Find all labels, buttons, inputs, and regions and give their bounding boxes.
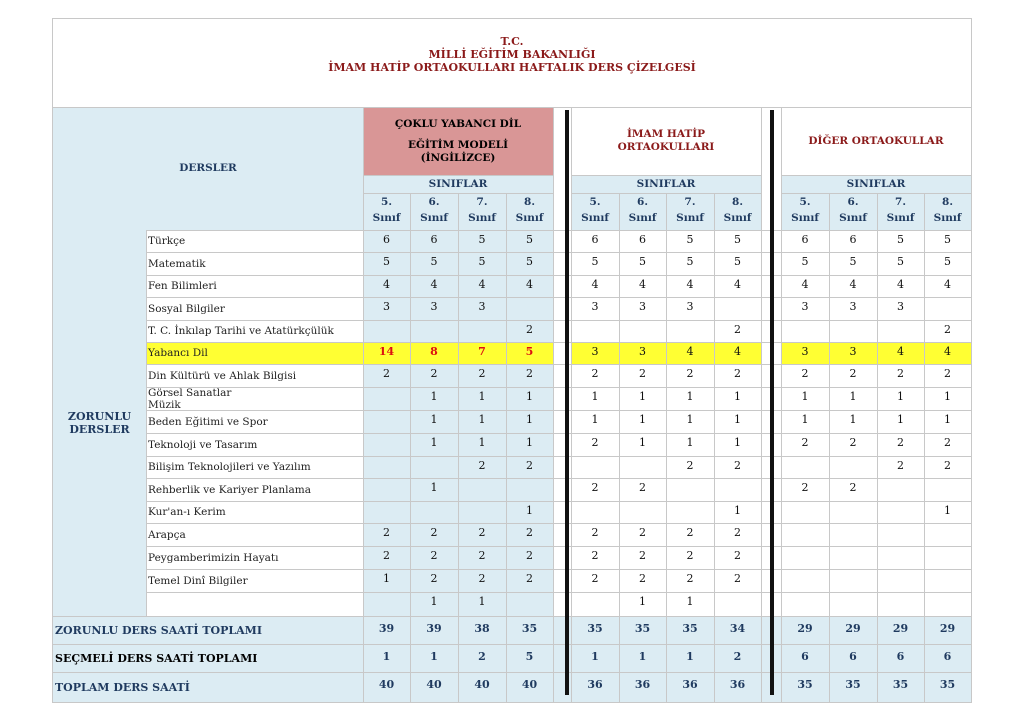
hour-cell: 3: [897, 300, 904, 313]
hour-cell: 2: [639, 572, 646, 585]
total-cell: 35: [521, 622, 538, 635]
hour-cell: 2: [591, 481, 599, 494]
hour-cell: 2: [383, 549, 390, 562]
hour-cell: 3: [849, 345, 857, 358]
total-label: SEÇMELİ DERS SAATİ TOPLAMI: [55, 651, 258, 665]
grid-line-v: [971, 107, 972, 702]
subject-label: T. C. İnkılap Tarihi ve Atatürkçülük: [148, 325, 334, 337]
total-cell: 29: [939, 622, 956, 635]
hour-cell: 3: [639, 345, 646, 358]
hour-cell: 4: [897, 278, 904, 291]
hour-cell: 2: [526, 526, 533, 539]
hour-cell: 2: [801, 436, 809, 449]
hour-cell: 1: [430, 481, 438, 494]
hour-cell: 4: [478, 278, 486, 291]
hour-cell: 4: [639, 278, 646, 291]
total-cell: 6: [943, 650, 952, 663]
hour-cell: 1: [478, 413, 486, 426]
hour-cell: 2: [686, 572, 694, 585]
total-cell: 34: [729, 622, 746, 635]
grade-word: Sınıf: [515, 212, 544, 224]
subject-name: [146, 230, 363, 252]
hour-cell: 4: [686, 345, 694, 358]
hour-cell: 2: [430, 549, 438, 562]
grade-header: [877, 196, 924, 224]
hour-cell: 1: [734, 413, 741, 426]
hour-cell: 5: [383, 255, 390, 268]
hour-cell: 2: [734, 323, 741, 336]
model-header-line: (İNGİLİZCE): [420, 151, 496, 164]
subject-label: Temel Dinî Bilgiler: [148, 574, 248, 587]
total-cell: 29: [845, 622, 861, 635]
hour-cell: 2: [526, 367, 533, 380]
hour-cell: 3: [849, 300, 857, 313]
hour-cell: 2: [734, 572, 741, 585]
hour-cell: 1: [686, 413, 694, 426]
subject-label-2: Müzik: [148, 399, 181, 411]
document-title: [53, 19, 971, 107]
total-cell: 35: [682, 622, 698, 635]
grid-line-v: [761, 107, 762, 702]
imam-header-line: İMAM HATİP: [626, 128, 706, 140]
siniflar-header: SINIFLAR: [428, 177, 488, 190]
hour-cell: 2: [526, 323, 533, 336]
hour-cell: 7: [478, 345, 486, 358]
hour-cell: 2: [734, 459, 741, 472]
subject-name: [146, 320, 363, 342]
grade-number: 5.: [381, 196, 392, 208]
hour-cell: 14: [378, 345, 395, 358]
grade-number: 7.: [895, 196, 906, 208]
grid-line-h: [781, 193, 971, 194]
hour-cell: 1: [639, 436, 646, 449]
subject-name: [146, 410, 363, 433]
hour-cell: 2: [944, 459, 951, 472]
total-cell: 35: [939, 678, 956, 691]
hour-cell: 5: [897, 233, 904, 246]
hour-cell: 2: [944, 367, 951, 380]
total-cell: 5: [525, 650, 534, 663]
subject-name: [146, 275, 363, 297]
hour-cell: 4: [801, 278, 809, 291]
hour-cell: 5: [944, 233, 951, 246]
hour-cell: 1: [478, 390, 486, 403]
subject-label: Teknoloji ve Tasarım: [148, 438, 258, 451]
hour-cell: 2: [686, 526, 694, 539]
subject-label: Arapça: [148, 528, 186, 541]
total-cell: 35: [797, 678, 813, 691]
hour-cell: 2: [430, 526, 438, 539]
hour-cell: 5: [849, 255, 857, 268]
hour-cell: 1: [430, 436, 438, 449]
subject-label: Kur'an-ı Kerim: [148, 506, 226, 518]
hour-cell: 2: [639, 481, 646, 494]
hour-cell: 2: [430, 367, 438, 380]
total-cell: 1: [638, 650, 647, 663]
hour-cell: 5: [639, 255, 646, 268]
subject-label: Peygamberimizin Hayatı: [148, 551, 279, 564]
grade-word: Sınıf: [676, 212, 704, 224]
hour-cell: 2: [897, 367, 904, 380]
grade-number: 6.: [428, 196, 440, 208]
grade-header: [714, 196, 761, 224]
subject-name: [146, 433, 363, 456]
total-cell: 35: [892, 678, 909, 691]
grade-number: 6.: [637, 196, 648, 208]
grade-number: 8.: [942, 196, 953, 208]
grade-number: 6.: [847, 196, 859, 208]
zorunlu-line: DERSLER: [69, 423, 130, 436]
zorunlu-line: ZORUNLU: [67, 410, 132, 423]
subject-name: [146, 523, 363, 546]
hour-cell: 6: [383, 233, 390, 246]
hour-cell: 2: [383, 526, 390, 539]
hour-cell: 3: [591, 300, 599, 313]
total-cell: 36: [682, 678, 698, 691]
hour-cell: 3: [801, 300, 809, 313]
title-line-2: MİLLİ EĞİTİM BAKANLIĞI: [428, 48, 596, 61]
hour-cell: 5: [478, 233, 486, 246]
hour-cell: 6: [430, 233, 438, 246]
hour-cell: 1: [383, 572, 390, 585]
grade-number: 7.: [684, 196, 696, 208]
hour-cell: 1: [734, 390, 741, 403]
grid-line-v: [553, 107, 554, 702]
hour-cell: 1: [639, 413, 646, 426]
subject-label: Yabancı Dil: [148, 347, 208, 359]
hour-cell: 4: [944, 345, 951, 358]
subject-label: Fen Bilimleri: [148, 280, 217, 292]
grade-number: 5.: [799, 196, 811, 208]
hour-cell: 3: [639, 300, 646, 313]
subject-name: [146, 364, 363, 387]
hour-cell: 3: [686, 300, 694, 313]
grade-number: 5.: [589, 196, 601, 208]
hour-cell: 2: [897, 436, 904, 449]
hour-cell: 1: [801, 390, 809, 403]
hour-cell: 1: [944, 413, 951, 426]
diger-header: DİĞER ORTAOKULLAR: [808, 134, 944, 147]
grade-word: Sınıf: [839, 212, 867, 224]
hour-cell: 1: [944, 390, 951, 403]
hour-cell: 2: [686, 367, 694, 380]
total-cell: 2: [733, 650, 742, 663]
grade-header: [363, 196, 410, 224]
hour-cell: 5: [801, 255, 809, 268]
hour-cell: 4: [686, 278, 694, 291]
hour-cell: 1: [849, 413, 857, 426]
total-cell: 40: [378, 678, 395, 691]
hour-cell: 1: [897, 390, 904, 403]
hour-cell: 3: [383, 300, 390, 313]
hour-cell: 2: [591, 526, 599, 539]
hour-cell: 2: [686, 459, 694, 472]
total-cell: 40: [474, 678, 490, 691]
total-cell: 39: [426, 622, 442, 635]
hour-cell: 2: [734, 526, 741, 539]
grade-header: [924, 196, 971, 224]
grade-header: [410, 196, 458, 224]
hour-cell: 5: [686, 233, 694, 246]
grade-header: [458, 196, 506, 224]
hour-cell: 4: [526, 278, 533, 291]
hour-cell: 5: [944, 255, 951, 268]
hour-cell: 5: [591, 255, 599, 268]
subject-name: [146, 592, 363, 616]
grade-number: 8.: [524, 196, 535, 208]
grade-word: Sınıf: [791, 212, 819, 224]
total-cell: 1: [382, 650, 391, 663]
hour-cell: 1: [944, 504, 951, 517]
zorunlu-dersler-label: [53, 230, 146, 616]
imam-header: [571, 107, 761, 175]
hour-cell: 2: [478, 459, 486, 472]
total-cell: 39: [378, 622, 395, 635]
hour-cell: 2: [526, 549, 533, 562]
hour-cell: 2: [944, 436, 951, 449]
grade-word: Sınıf: [468, 212, 496, 224]
hour-cell: 3: [801, 345, 809, 358]
total-cell: 36: [587, 678, 603, 691]
hour-cell: 2: [686, 549, 694, 562]
thick-separator: [565, 110, 569, 695]
subject-name: [146, 569, 363, 592]
title-line-1: T.C.: [500, 35, 524, 48]
hour-cell: 1: [591, 413, 599, 426]
hour-cell: 4: [944, 278, 951, 291]
hour-cell: 1: [478, 436, 486, 449]
subject-label: Sosyal Bilgiler: [148, 302, 225, 315]
hour-cell: 5: [897, 255, 904, 268]
hour-cell: 5: [525, 345, 534, 358]
hour-cell: 2: [944, 323, 951, 336]
hour-cell: 2: [734, 549, 741, 562]
hour-cell: 1: [526, 436, 533, 449]
hour-cell: 2: [430, 572, 438, 585]
hour-cell: 2: [639, 549, 646, 562]
grade-word: Sınıf: [933, 212, 962, 224]
total-cell: 40: [521, 678, 538, 691]
total-cell: 6: [849, 650, 857, 663]
hour-cell: 3: [591, 345, 599, 358]
hour-cell: 6: [801, 233, 809, 246]
hour-cell: 5: [734, 233, 741, 246]
grade-word: Sınıf: [886, 212, 915, 224]
hour-cell: 2: [801, 367, 809, 380]
subject-name: [146, 297, 363, 320]
hour-cell: 6: [639, 233, 646, 246]
subject-label: Türkçe: [148, 235, 186, 247]
subject-name: [146, 387, 363, 410]
grade-number: 8.: [732, 196, 743, 208]
hour-cell: 1: [801, 413, 809, 426]
total-cell: 29: [797, 622, 813, 635]
hour-cell: 4: [734, 345, 741, 358]
hour-cell: 2: [849, 436, 857, 449]
total-cell: 29: [892, 622, 909, 635]
hour-cell: 1: [430, 413, 438, 426]
subject-label: Görsel Sanatlar: [148, 387, 232, 399]
hour-cell: 2: [591, 436, 599, 449]
grade-word: Sınıf: [581, 212, 609, 224]
total-cell: 35: [634, 622, 651, 635]
hour-cell: 1: [686, 436, 694, 449]
subject-label: Din Kültürü ve Ahlak Bilgisi: [148, 369, 297, 382]
grade-header: [666, 196, 714, 224]
grade-word: Sınıf: [420, 212, 448, 224]
hour-cell: 4: [591, 278, 599, 291]
subject-name: [146, 252, 363, 275]
hour-cell: 1: [591, 390, 599, 403]
hour-cell: 1: [686, 390, 694, 403]
grade-word: Sınıf: [628, 212, 657, 224]
grade-number: 7.: [476, 196, 488, 208]
thick-separator: [770, 110, 774, 695]
hour-cell: 1: [734, 436, 741, 449]
total-cell: 2: [478, 650, 486, 663]
hour-cell: 2: [478, 526, 486, 539]
hour-cell: 2: [591, 572, 599, 585]
subject-name: [146, 342, 363, 364]
total-cell: 6: [896, 650, 905, 663]
hour-cell: 6: [591, 233, 599, 246]
hour-cell: 2: [383, 367, 390, 380]
subject-name: [146, 546, 363, 569]
hour-cell: 1: [897, 413, 904, 426]
hour-cell: 1: [639, 595, 646, 608]
hour-cell: 2: [897, 459, 904, 472]
hour-cell: 2: [639, 526, 646, 539]
hour-cell: 2: [849, 481, 857, 494]
hour-cell: 2: [478, 572, 486, 585]
total-cell: 36: [729, 678, 746, 691]
hour-cell: 2: [478, 367, 486, 380]
hour-cell: 8: [430, 345, 438, 358]
subject-name: [146, 478, 363, 501]
hour-cell: 1: [849, 390, 857, 403]
hour-cell: 2: [734, 367, 741, 380]
hour-cell: 4: [849, 278, 857, 291]
hour-cell: 2: [801, 481, 809, 494]
hour-cell: 3: [478, 300, 486, 313]
hour-cell: 1: [526, 504, 533, 517]
total-cell: 35: [845, 678, 861, 691]
hour-cell: 2: [526, 572, 533, 585]
hour-cell: 1: [686, 595, 694, 608]
hour-cell: 2: [591, 549, 599, 562]
hour-cell: 1: [430, 390, 438, 403]
subject-label: Bilişim Teknolojileri ve Yazılım: [148, 461, 311, 473]
total-cell: 1: [430, 650, 438, 663]
siniflar-header: SINIFLAR: [636, 177, 696, 190]
hour-cell: 1: [430, 595, 438, 608]
hour-cell: 6: [849, 233, 857, 246]
hour-cell: 5: [478, 255, 486, 268]
total-cell: 1: [591, 650, 599, 663]
title-line-3: İMAM HATİP ORTAOKULLARI HAFTALIK DERS ÇİZELGESİ: [328, 61, 696, 74]
hour-cell: 5: [526, 233, 533, 246]
grade-word: Sınıf: [372, 212, 401, 224]
hour-cell: 1: [639, 390, 646, 403]
subject-label: Beden Eğitimi ve Spor: [148, 415, 268, 428]
hour-cell: 2: [591, 367, 599, 380]
model-header-line: EĞİTİM MODELİ: [407, 138, 509, 151]
hour-cell: 2: [478, 549, 486, 562]
siniflar-header: SINIFLAR: [846, 177, 906, 190]
total-cell: 1: [686, 650, 694, 663]
hour-cell: 4: [734, 278, 741, 291]
total-label: ZORUNLU DERS SAATİ TOPLAMI: [55, 623, 262, 637]
subject-label: Rehberlik ve Kariyer Planlama: [148, 483, 312, 496]
hour-cell: 5: [686, 255, 694, 268]
subject-name: [146, 456, 363, 478]
total-cell: 6: [801, 650, 809, 663]
grade-word: Sınıf: [723, 212, 752, 224]
hour-cell: 1: [526, 413, 533, 426]
total-cell: 35: [587, 622, 603, 635]
total-cell: 38: [474, 622, 490, 635]
total-cell: 40: [426, 678, 442, 691]
hour-cell: 5: [526, 255, 533, 268]
hour-cell: 1: [734, 504, 741, 517]
hour-cell: 5: [734, 255, 741, 268]
hour-cell: 4: [430, 278, 438, 291]
total-label: TOPLAM DERS SAATİ: [55, 680, 190, 694]
grid-line-h: [53, 702, 971, 703]
model-header: [363, 107, 553, 175]
grade-header: [506, 196, 553, 224]
subject-name: [146, 501, 363, 523]
hour-cell: 4: [383, 278, 390, 291]
grade-header: [781, 196, 829, 224]
hour-cell: 2: [849, 367, 857, 380]
hour-cell: 5: [430, 255, 438, 268]
imam-header-line: ORTAOKULLARI: [617, 141, 715, 153]
hour-cell: 3: [430, 300, 438, 313]
hour-cell: 1: [526, 390, 533, 403]
hour-cell: 2: [639, 367, 646, 380]
subject-label: Matematik: [148, 257, 206, 270]
grade-header: [829, 196, 877, 224]
hour-cell: 4: [897, 345, 904, 358]
hour-cell: 1: [478, 595, 486, 608]
dersler-header: DERSLER: [179, 162, 237, 174]
grade-header: [571, 196, 619, 224]
model-header-line: ÇOKLU YABANCI DİL: [394, 117, 522, 130]
total-cell: 36: [634, 678, 651, 691]
hour-cell: 2: [526, 459, 533, 472]
grade-header: [619, 196, 666, 224]
